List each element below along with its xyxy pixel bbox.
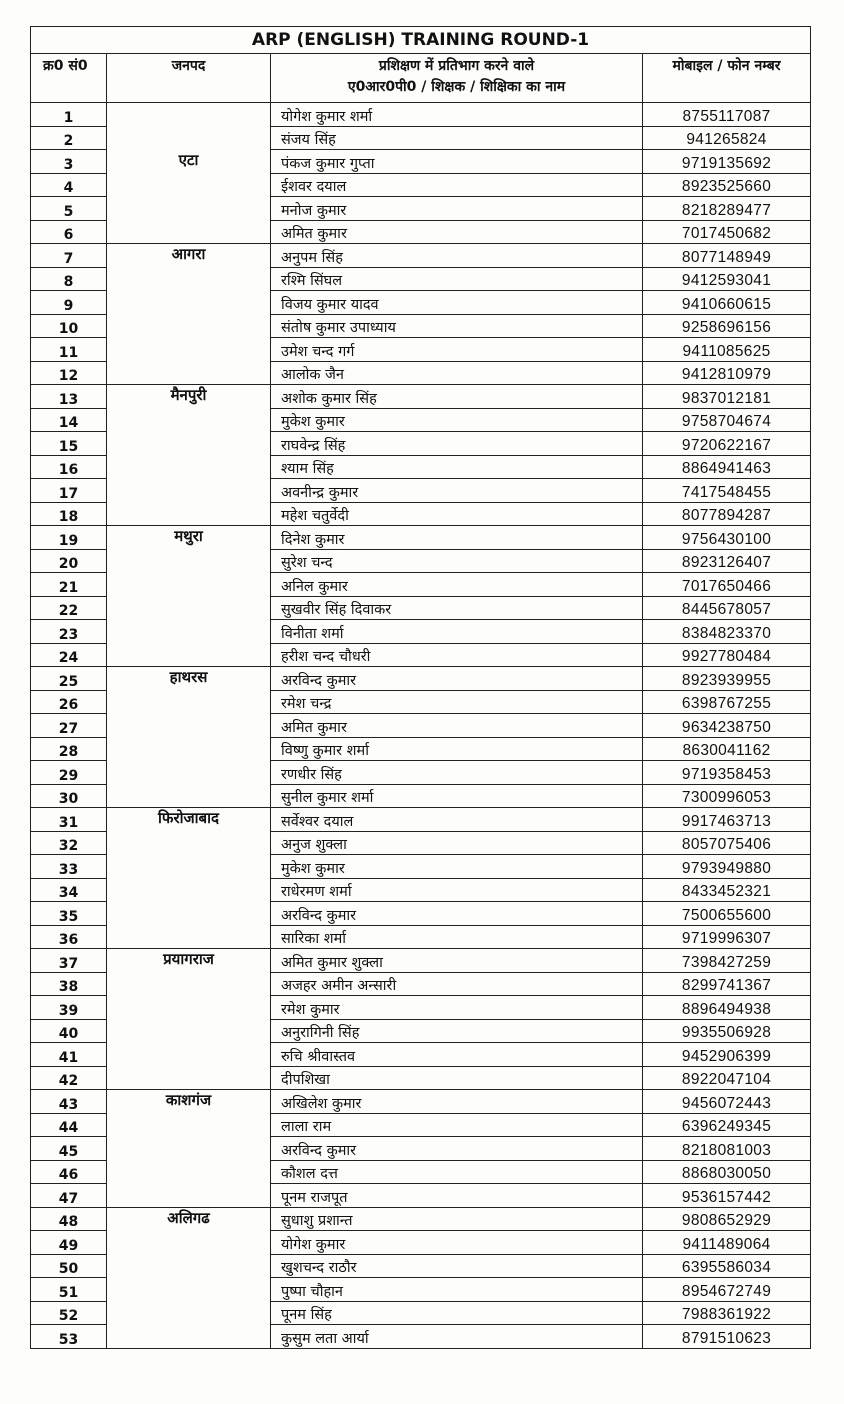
serial-cell: 30	[31, 784, 107, 808]
district-cell	[107, 1184, 271, 1208]
table-row	[31, 573, 811, 597]
table-row	[31, 1301, 811, 1325]
serial-cell: 4	[31, 173, 107, 197]
district-cell: काशगंज	[107, 1090, 271, 1114]
district-cell	[107, 996, 271, 1020]
mobile-cell: 9412593041	[643, 267, 811, 291]
table-row	[31, 925, 811, 949]
serial-cell: 45	[31, 1137, 107, 1161]
name-cell: अमित कुमार	[271, 714, 643, 738]
name-cell: रणधीर सिंह	[271, 761, 643, 785]
district-cell: आगरा	[107, 244, 271, 268]
serial-cell: 31	[31, 808, 107, 832]
district-cell	[107, 855, 271, 879]
district-cell: अलिगढ	[107, 1207, 271, 1231]
mobile-cell: 8868030050	[643, 1160, 811, 1184]
name-cell: रुचि श्रीवास्तव	[271, 1043, 643, 1067]
name-cell: पुष्पा चौहान	[271, 1278, 643, 1302]
table-row	[31, 761, 811, 785]
mobile-cell: 941265824	[643, 126, 811, 150]
table-row	[31, 1160, 811, 1184]
mobile-cell: 8299741367	[643, 972, 811, 996]
header-serial: क्र0 सं0	[31, 54, 107, 103]
district-cell	[107, 643, 271, 667]
mobile-cell: 9719358453	[643, 761, 811, 785]
name-cell: सुनील कुमार शर्मा	[271, 784, 643, 808]
mobile-cell: 9258696156	[643, 314, 811, 338]
serial-cell: 2	[31, 126, 107, 150]
table-row	[31, 455, 811, 479]
serial-cell: 7	[31, 244, 107, 268]
table-row	[31, 385, 811, 409]
serial-cell: 13	[31, 385, 107, 409]
name-cell: संतोष कुमार उपाध्याय	[271, 314, 643, 338]
table-row	[31, 902, 811, 926]
serial-cell: 53	[31, 1325, 107, 1349]
mobile-cell: 7017650466	[643, 573, 811, 597]
district-cell	[107, 972, 271, 996]
table-row	[31, 502, 811, 526]
serial-cell: 49	[31, 1231, 107, 1255]
name-cell: पूनम सिंह	[271, 1301, 643, 1325]
serial-cell: 32	[31, 831, 107, 855]
name-cell: विजय कुमार यादव	[271, 291, 643, 315]
header-row	[31, 54, 811, 103]
mobile-cell: 7300996053	[643, 784, 811, 808]
district-cell	[107, 831, 271, 855]
district-cell: प्रयागराज	[107, 949, 271, 973]
district-cell	[107, 1231, 271, 1255]
district-cell	[107, 338, 271, 362]
table-row	[31, 244, 811, 268]
mobile-cell: 7988361922	[643, 1301, 811, 1325]
name-cell: विनीता शर्मा	[271, 620, 643, 644]
serial-cell: 8	[31, 267, 107, 291]
mobile-cell: 8057075406	[643, 831, 811, 855]
mobile-cell: 9634238750	[643, 714, 811, 738]
table-row	[31, 878, 811, 902]
serial-cell: 16	[31, 455, 107, 479]
district-cell	[107, 173, 271, 197]
table-row	[31, 949, 811, 973]
district-cell: हाथरस	[107, 667, 271, 691]
table-row	[31, 408, 811, 432]
table-row	[31, 150, 811, 174]
name-cell: अरविन्द कुमार	[271, 667, 643, 691]
name-cell: मुकेश कुमार	[271, 855, 643, 879]
name-cell: राघवेन्द्र सिंह	[271, 432, 643, 456]
district-cell	[107, 220, 271, 244]
mobile-cell: 8922047104	[643, 1066, 811, 1090]
table-row	[31, 314, 811, 338]
district-cell	[107, 620, 271, 644]
serial-cell: 28	[31, 737, 107, 761]
name-cell: रश्मि सिंघल	[271, 267, 643, 291]
serial-cell: 17	[31, 479, 107, 503]
name-cell: अमित कुमार	[271, 220, 643, 244]
serial-cell: 19	[31, 526, 107, 550]
table-row	[31, 996, 811, 1020]
mobile-cell: 8755117087	[643, 103, 811, 127]
mobile-cell: 9917463713	[643, 808, 811, 832]
mobile-cell: 8077148949	[643, 244, 811, 268]
serial-cell: 41	[31, 1043, 107, 1067]
table-row	[31, 737, 811, 761]
name-cell: मनोज कुमार	[271, 197, 643, 221]
table-row	[31, 667, 811, 691]
serial-cell: 50	[31, 1254, 107, 1278]
document-sheet	[30, 26, 810, 1349]
name-cell: सुरेश चन्द	[271, 549, 643, 573]
table-row	[31, 479, 811, 503]
mobile-cell: 9837012181	[643, 385, 811, 409]
mobile-cell: 9808652929	[643, 1207, 811, 1231]
table-row	[31, 714, 811, 738]
table-row	[31, 690, 811, 714]
name-cell: अमित कुमार शुक्ला	[271, 949, 643, 973]
serial-cell: 44	[31, 1113, 107, 1137]
district-cell	[107, 1137, 271, 1161]
table-row	[31, 361, 811, 385]
header-name-line1: प्रशिक्षण में प्रतिभाग करने वाले	[378, 58, 535, 74]
serial-cell: 1	[31, 103, 107, 127]
mobile-cell: 7417548455	[643, 479, 811, 503]
serial-cell: 18	[31, 502, 107, 526]
mobile-cell: 9756430100	[643, 526, 811, 550]
table-row	[31, 1278, 811, 1302]
serial-cell: 3	[31, 150, 107, 174]
district-cell	[107, 925, 271, 949]
district-cell	[107, 737, 271, 761]
mobile-cell: 8384823370	[643, 620, 811, 644]
name-cell: अजहर अमीन अन्सारी	[271, 972, 643, 996]
district-cell	[107, 103, 271, 127]
table-row	[31, 103, 811, 127]
mobile-cell: 9452906399	[643, 1043, 811, 1067]
name-cell: सारिका शर्मा	[271, 925, 643, 949]
mobile-cell: 6395586034	[643, 1254, 811, 1278]
district-cell	[107, 408, 271, 432]
mobile-cell: 7398427259	[643, 949, 811, 973]
serial-cell: 12	[31, 361, 107, 385]
mobile-cell: 8864941463	[643, 455, 811, 479]
name-cell: अवनीन्द्र कुमार	[271, 479, 643, 503]
serial-cell: 25	[31, 667, 107, 691]
name-cell: सर्वेश्वर दयाल	[271, 808, 643, 832]
serial-cell: 10	[31, 314, 107, 338]
name-cell: उमेश चन्द गर्ग	[271, 338, 643, 362]
serial-cell: 21	[31, 573, 107, 597]
name-cell: कुसुम लता आर्या	[271, 1325, 643, 1349]
serial-cell: 43	[31, 1090, 107, 1114]
table-row	[31, 126, 811, 150]
district-cell: मथुरा	[107, 526, 271, 550]
table-row	[31, 643, 811, 667]
table-row	[31, 784, 811, 808]
name-cell: अखिलेश कुमार	[271, 1090, 643, 1114]
district-cell	[107, 596, 271, 620]
table-row	[31, 338, 811, 362]
name-cell: आलोक जैन	[271, 361, 643, 385]
name-cell: कौशल दत्त	[271, 1160, 643, 1184]
name-cell: दिनेश कुमार	[271, 526, 643, 550]
table-row	[31, 197, 811, 221]
name-cell: रमेश चन्द्र	[271, 690, 643, 714]
mobile-cell: 9410660615	[643, 291, 811, 315]
serial-cell: 40	[31, 1019, 107, 1043]
header-name	[271, 54, 643, 103]
district-cell	[107, 573, 271, 597]
serial-cell: 23	[31, 620, 107, 644]
mobile-cell: 8433452321	[643, 878, 811, 902]
serial-cell: 22	[31, 596, 107, 620]
name-cell: सुखवीर सिंह दिवाकर	[271, 596, 643, 620]
district-cell	[107, 502, 271, 526]
name-cell: रमेश कुमार	[271, 996, 643, 1020]
name-cell: सुधाशु प्रशान्त	[271, 1207, 643, 1231]
table-row	[31, 1325, 811, 1349]
table-row	[31, 972, 811, 996]
district-cell	[107, 761, 271, 785]
serial-cell: 5	[31, 197, 107, 221]
mobile-cell: 9412810979	[643, 361, 811, 385]
district-cell: मैनपुरी	[107, 385, 271, 409]
district-cell	[107, 714, 271, 738]
table-body	[31, 103, 811, 1349]
table-row	[31, 1043, 811, 1067]
mobile-cell: 9758704674	[643, 408, 811, 432]
table-row	[31, 1231, 811, 1255]
name-cell: पूनम राजपूत	[271, 1184, 643, 1208]
table-row	[31, 1090, 811, 1114]
district-cell: फिरोजाबाद	[107, 808, 271, 832]
district-cell	[107, 1254, 271, 1278]
district-cell	[107, 126, 271, 150]
name-cell: मुकेश कुमार	[271, 408, 643, 432]
header-mobile: मोबाइल / फोन नम्बर	[643, 54, 811, 103]
serial-cell: 51	[31, 1278, 107, 1302]
serial-cell: 29	[31, 761, 107, 785]
table-row	[31, 1184, 811, 1208]
district-cell	[107, 267, 271, 291]
table-row	[31, 291, 811, 315]
mobile-cell: 8954672749	[643, 1278, 811, 1302]
name-cell: योगेश कुमार	[271, 1231, 643, 1255]
name-cell: अनुज शुक्ला	[271, 831, 643, 855]
district-cell	[107, 432, 271, 456]
table-row	[31, 432, 811, 456]
name-cell: अशोक कुमार सिंह	[271, 385, 643, 409]
name-cell: लाला राम	[271, 1113, 643, 1137]
table-row	[31, 1113, 811, 1137]
name-cell: हरीश चन्द चौधरी	[271, 643, 643, 667]
district-cell	[107, 1325, 271, 1349]
serial-cell: 34	[31, 878, 107, 902]
mobile-cell: 9411489064	[643, 1231, 811, 1255]
table-row	[31, 1207, 811, 1231]
table-row	[31, 1137, 811, 1161]
mobile-cell: 8923939955	[643, 667, 811, 691]
table-row	[31, 549, 811, 573]
serial-cell: 33	[31, 855, 107, 879]
serial-cell: 27	[31, 714, 107, 738]
district-cell	[107, 361, 271, 385]
table-row	[31, 1019, 811, 1043]
mobile-cell: 7017450682	[643, 220, 811, 244]
serial-cell: 24	[31, 643, 107, 667]
district-cell	[107, 690, 271, 714]
mobile-cell: 8923126407	[643, 549, 811, 573]
district-cell	[107, 479, 271, 503]
name-cell: अरविन्द कुमार	[271, 902, 643, 926]
name-cell: पंकज कुमार गुप्ता	[271, 150, 643, 174]
mobile-cell: 9720622167	[643, 432, 811, 456]
serial-cell: 52	[31, 1301, 107, 1325]
title-row	[31, 27, 811, 54]
district-cell: एटा	[107, 150, 271, 174]
serial-cell: 39	[31, 996, 107, 1020]
mobile-cell: 8896494938	[643, 996, 811, 1020]
mobile-cell: 8630041162	[643, 737, 811, 761]
mobile-cell: 9793949880	[643, 855, 811, 879]
table-row	[31, 526, 811, 550]
mobile-cell: 9935506928	[643, 1019, 811, 1043]
serial-cell: 9	[31, 291, 107, 315]
district-cell	[107, 784, 271, 808]
serial-cell: 48	[31, 1207, 107, 1231]
mobile-cell: 9456072443	[643, 1090, 811, 1114]
table-row	[31, 1254, 811, 1278]
mobile-cell: 9719135692	[643, 150, 811, 174]
district-cell	[107, 549, 271, 573]
table-row	[31, 596, 811, 620]
table-row	[31, 173, 811, 197]
district-cell	[107, 1019, 271, 1043]
district-cell	[107, 197, 271, 221]
district-cell	[107, 1043, 271, 1067]
district-cell	[107, 291, 271, 315]
mobile-cell: 8218289477	[643, 197, 811, 221]
table-row	[31, 855, 811, 879]
district-cell	[107, 1301, 271, 1325]
mobile-cell: 6398767255	[643, 690, 811, 714]
district-cell	[107, 1278, 271, 1302]
serial-cell: 42	[31, 1066, 107, 1090]
serial-cell: 37	[31, 949, 107, 973]
district-cell	[107, 902, 271, 926]
district-cell	[107, 1066, 271, 1090]
serial-cell: 47	[31, 1184, 107, 1208]
name-cell: दीपशिखा	[271, 1066, 643, 1090]
name-cell: ईशवर दयाल	[271, 173, 643, 197]
serial-cell: 11	[31, 338, 107, 362]
table-row	[31, 1066, 811, 1090]
serial-cell: 38	[31, 972, 107, 996]
table-row	[31, 220, 811, 244]
district-cell	[107, 314, 271, 338]
mobile-cell: 6396249345	[643, 1113, 811, 1137]
serial-cell: 20	[31, 549, 107, 573]
serial-cell: 46	[31, 1160, 107, 1184]
mobile-cell: 8077894287	[643, 502, 811, 526]
mobile-cell: 8923525660	[643, 173, 811, 197]
serial-cell: 35	[31, 902, 107, 926]
mobile-cell: 9411085625	[643, 338, 811, 362]
name-cell: महेश चतुर्वेदी	[271, 502, 643, 526]
name-cell: विष्णु कुमार शर्मा	[271, 737, 643, 761]
name-cell: खुशचन्द राठौर	[271, 1254, 643, 1278]
district-cell	[107, 1160, 271, 1184]
mobile-cell: 8445678057	[643, 596, 811, 620]
name-cell: अनुरागिनी सिंह	[271, 1019, 643, 1043]
serial-cell: 6	[31, 220, 107, 244]
table-row	[31, 620, 811, 644]
name-cell: राधेरमण शर्मा	[271, 878, 643, 902]
mobile-cell: 7500655600	[643, 902, 811, 926]
name-cell: अनिल कुमार	[271, 573, 643, 597]
mobile-cell: 9927780484	[643, 643, 811, 667]
serial-cell: 14	[31, 408, 107, 432]
serial-cell: 15	[31, 432, 107, 456]
table-row	[31, 267, 811, 291]
header-name-line2: ए0आर0पी0 / शिक्षक / शिक्षिका का नाम	[347, 79, 566, 95]
serial-cell: 36	[31, 925, 107, 949]
district-cell	[107, 1113, 271, 1137]
mobile-cell: 8791510623	[643, 1325, 811, 1349]
serial-cell: 26	[31, 690, 107, 714]
table-row	[31, 831, 811, 855]
training-table	[30, 26, 811, 1349]
table-title: ARP (ENGLISH) TRAINING ROUND-1	[31, 27, 811, 54]
name-cell: संजय सिंह	[271, 126, 643, 150]
table-row	[31, 808, 811, 832]
district-cell	[107, 878, 271, 902]
mobile-cell: 9536157442	[643, 1184, 811, 1208]
name-cell: अरविन्द कुमार	[271, 1137, 643, 1161]
mobile-cell: 8218081003	[643, 1137, 811, 1161]
mobile-cell: 9719996307	[643, 925, 811, 949]
district-cell	[107, 455, 271, 479]
name-cell: योगेश कुमार शर्मा	[271, 103, 643, 127]
header-district: जनपद	[107, 54, 271, 103]
name-cell: अनुपम सिंह	[271, 244, 643, 268]
name-cell: श्याम सिंह	[271, 455, 643, 479]
